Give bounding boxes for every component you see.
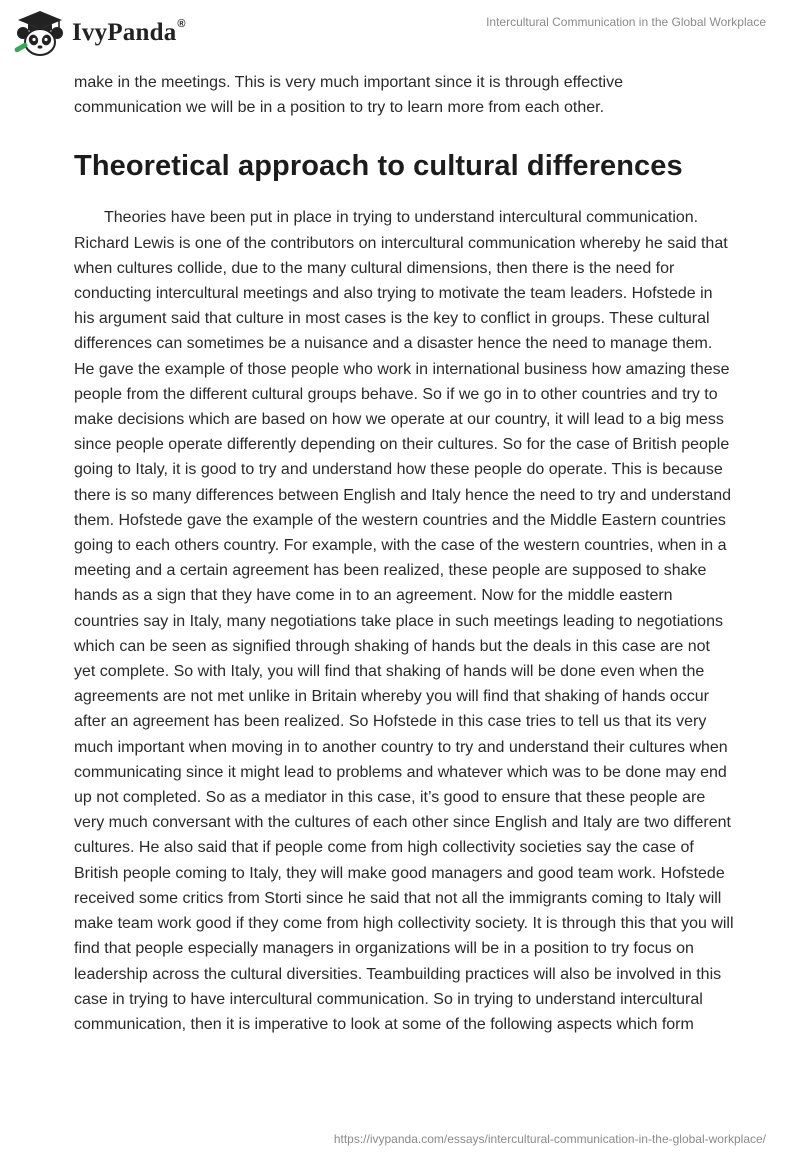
- brand-name-text: IvyPanda: [72, 19, 177, 46]
- registered-mark: ®: [177, 17, 186, 30]
- document-title: Intercultural Communication in the Global Workplace: [486, 15, 766, 29]
- source-url[interactable]: https://ivypanda.com/essays/intercultural-communication-in-the-global-workplace/: [333, 1132, 766, 1146]
- section-heading: Theoretical approach to cultural differences: [74, 150, 683, 183]
- panda-graduate-icon: [14, 9, 66, 57]
- brand-logo[interactable]: [14, 9, 186, 57]
- page-header: [0, 0, 800, 70]
- brand-name: [72, 19, 186, 47]
- body-paragraph: Theories have been put in place in trying to understand intercultural communication. Richard Lewis is one of the contributors on intercultural communication whereby he said that when cultures collide, due to the many cultural dimensions, then there is the need for conducting intercultural meetings and also trying to motivate the team leaders. Hofstede in his argument said that culture in most cases is the key to conflict in groups. These cultural differences can sometimes be a nuisance and a disaster hence the need to manage them. He gave the example of those people who work in international business how amazing these people from the different cultural groups behave. So if we go in to other countries and try to make decisions which are based on how we operate at our country, it will lead to a big mess since people operate differently depending on their cultures. So for the case of British people going to Italy, it is good to try and understand how these people do operate. This is because there is so many differences between English and Italy hence the need to try and understand them. Hofstede gave the example of the western countries and the Middle Eastern countries going to each others country. For example, with the case of the western countries, when in a meeting and a certain agreement has been realized, these people are supposed to shake hands as a sign that they have come in to an agreement. Now for the middle eastern countries say in Italy, many negotiations take place in such meetings leading to negotiations which can be seen as signified through shaking of hands but the deals in this case are not yet complete. So with Italy, you will find that shaking of hands will be done even when the agreements are not met unlike in Britain whereby you will find that shaking of hands occur after an agreement has been realized. So Hofstede in this case tries to tell us that its very much important when moving in to another country to try and understand their cultures when communicating since it might lead to problems and whatever which was to be done may end up not completed. So as a mediator in this case, it’s good to ensure that these people are very much conversant with the cultures of each other since English and Italy are two different cultures. He also said that if people come from high collectivity societies say the case of British people coming to Italy, they will make good managers and good team work. Hofstede received some critics from Storti since he said that not all the immigrants coming to Italy will make team work good if they come from high collectivity society. It is through this that you will find that people especially managers in organizations will be in a position to try focus on leadership across the cultural diversities. Teambuilding practices will also be involved in this case in trying to have intercultural communication. So in trying to understand intercultural communication, then it is imperative to look at some of the following aspects which form: [74, 209, 734, 1033]
- article-content: [74, 70, 734, 1037]
- intro-paragraph: make in the meetings. This is very much important since it is through effective communication we will be in a position to try to learn more from each other.: [74, 74, 623, 117]
